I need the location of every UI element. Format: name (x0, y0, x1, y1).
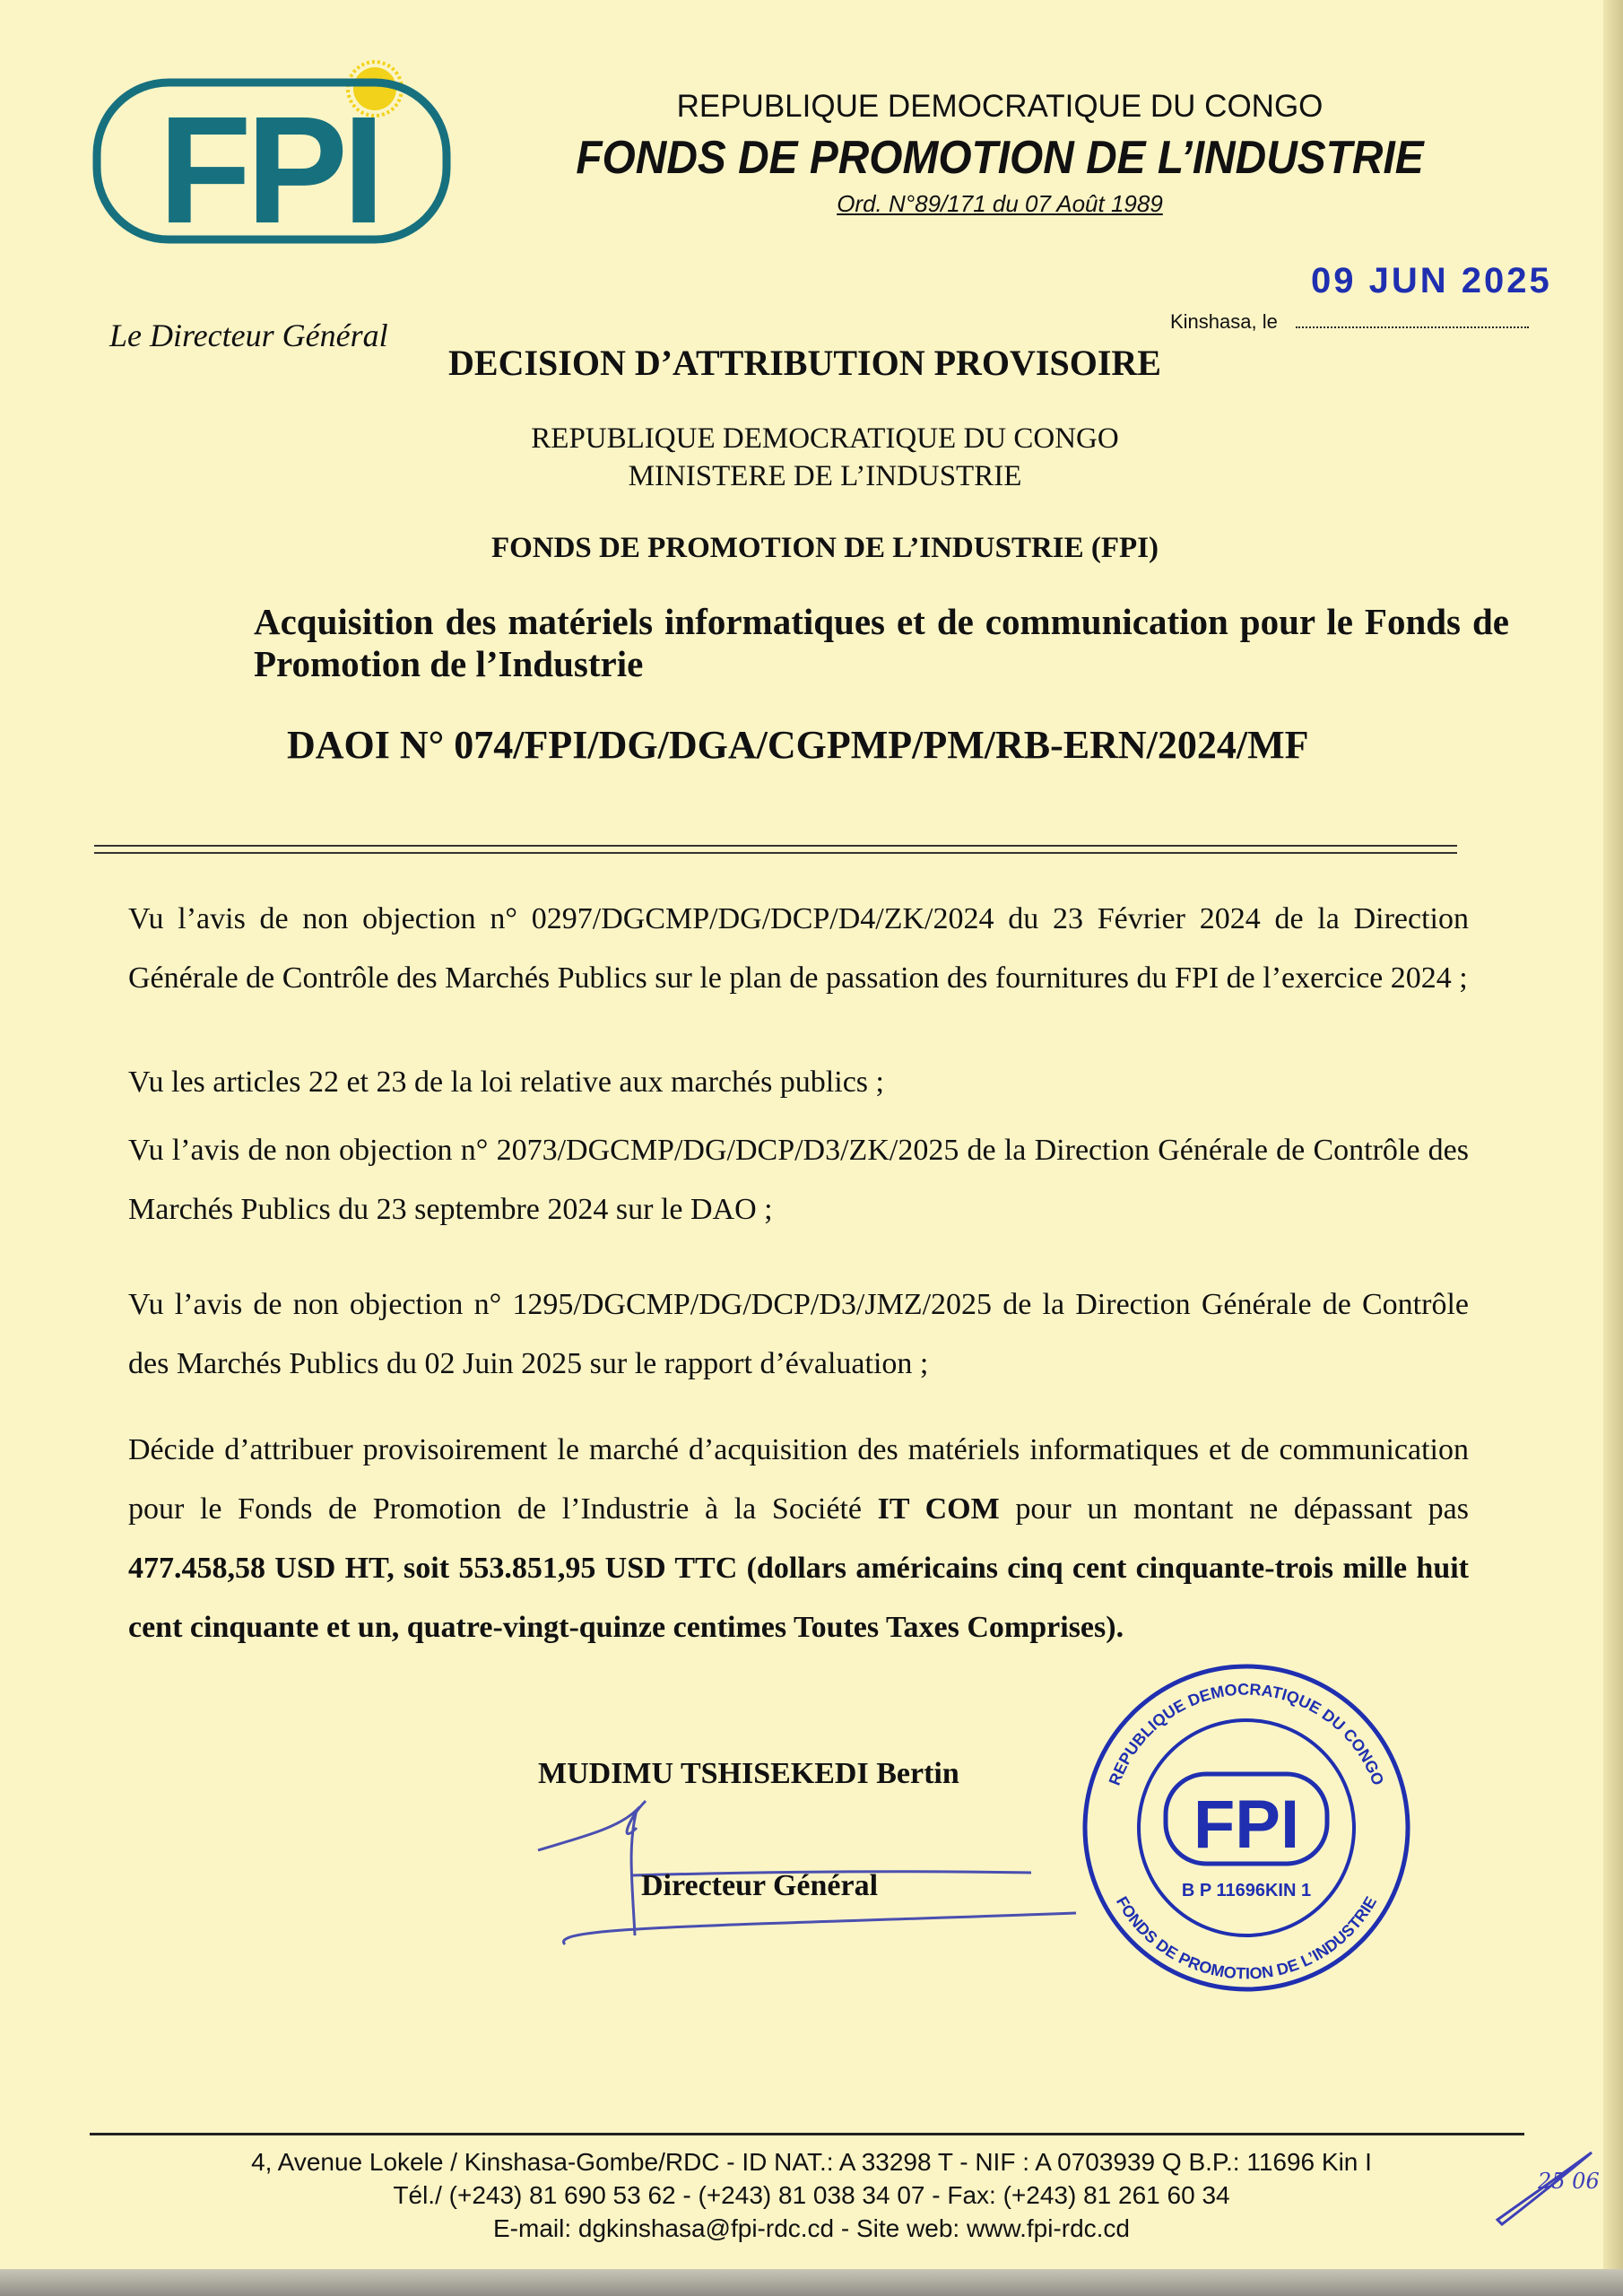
paragraph-considerant-3: Vu l’avis de non objection n° 2073/DGCMP/DG/DCP/D3/ZK/2025 de la Direction Générale de Contrôle des Marchés Publics du 23 septembre 2024 sur le DAO ; (128, 1134, 1469, 1226)
fund-line: FONDS DE PROMOTION DE L’INDUSTRIE (FPI) (490, 532, 1159, 564)
ministry-line: MINISTERE DE L’INDUSTRIE (628, 460, 1022, 492)
issuer-script: Le Directeur Général (109, 317, 388, 353)
signature-block (90, 1680, 1488, 1983)
svg-text:B P 11696KIN 1: B P 11696KIN 1 (1181, 1881, 1312, 1900)
handwritten-initials (1493, 2148, 1601, 2229)
official-seal (1076, 1657, 1417, 1998)
footer-contact: E-mail: dgkinshasa@fpi-rdc.cd - Site web: www.fpi-rdc.cd (493, 2214, 1130, 2242)
footer-rule (90, 2133, 1524, 2135)
page-edge (1603, 0, 1623, 2296)
paragraph-considerant-4: Vu l’avis de non objection n° 1295/DGCMP/DG/DCP/D3/JMZ/2025 de la Direction Générale de Contrôle des Marchés Publics du 02 Juin 2025 sur le rapport d’évaluation ; (128, 1288, 1469, 1380)
footer-phone: Tél./ (+243) 81 690 53 62 - (+243) 81 038 34 07 - Fax: (+243) 81 261 60 34 (393, 2181, 1230, 2209)
signatory-name: MUDIMU TSHISEKEDI Bertin (538, 1757, 959, 1790)
place-label: Kinshasa, le (1170, 310, 1278, 333)
paragraph-considerant-1: Vu l’avis de non objection n° 0297/DGCMP/DG/DCP/D4/ZK/2024 du 23 Février 2024 de la Direction Générale de Contrôle des Marchés Publics sur le plan de passation des fournitures du FPI de l’exercice 2024 ; (128, 902, 1469, 995)
document-body (90, 420, 1509, 1983)
paragraph-considerant-2: Vu les articles 22 et 23 de la loi relative aux marchés publics ; (128, 1065, 884, 1099)
paragraph-decision: Décide d’attribuer provisoirement le marché d’acquisition des matériels informatiques et de communication pour le Fonds de Promotion de l’Industrie à la Société IT COM pour un montant ne dépassant pas 477.458,58 USD HT, soit 553.851,95 USD TTC (dollars américains cinq cent cinquante-trois mille huit cent cinquante et un, quatre-vingt-quinze centimes Toutes Taxes Comprises). (128, 1433, 1469, 1644)
date-dotted-line (1296, 326, 1529, 328)
svg-text:FPI: FPI (158, 85, 380, 248)
fpi-logo (90, 56, 457, 248)
country-line: REPUBLIQUE DEMOCRATIQUE DU CONGO (531, 422, 1119, 455)
subject-heading: Acquisition des matériels informatiques et de communication pour le Fonds de Promotion de l’Industrie (254, 601, 1509, 684)
footer-address: 4, Avenue Lokele / Kinshasa-Gombe/RDC - ID NAT.: A 33298 T - NIF : A 0703939 Q B.P.: 11696 Kin I (251, 2148, 1372, 2176)
separator-line (94, 845, 1457, 854)
letterhead-country: REPUBLIQUE DEMOCRATIQUE DU CONGO (676, 89, 1324, 124)
scan-bottom-edge (0, 2269, 1623, 2296)
svg-text:25 06: 25 06 (1538, 2169, 1600, 2194)
reference-number: DAOI N° 074/FPI/DG/DGA/CGPMP/PM/RB-ERN/2024/MF (287, 723, 1309, 767)
svg-text:FPI: FPI (1193, 1787, 1300, 1863)
letterhead-ordinance: Ord. N°89/171 du 07 Août 1989 (837, 190, 1163, 217)
date-stamp: 09 JUN 2025 (1311, 261, 1552, 300)
letterhead-organization: FONDS DE PROMOTION DE L’INDUSTRIE (576, 132, 1424, 184)
signatory-role: Directeur Général (641, 1869, 879, 1902)
document-title: DECISION D’ATTRIBUTION PROVISOIRE (448, 343, 1161, 383)
svg-text:FONDS DE PROMOTION DE L’INDUST: FONDS DE PROMOTION DE L’INDUSTRIE (1112, 1893, 1381, 1983)
svg-text:REPUBLIQUE DEMOCRATIQUE DU CON: REPUBLIQUE DEMOCRATIQUE DU CONGO (1105, 1680, 1388, 1788)
